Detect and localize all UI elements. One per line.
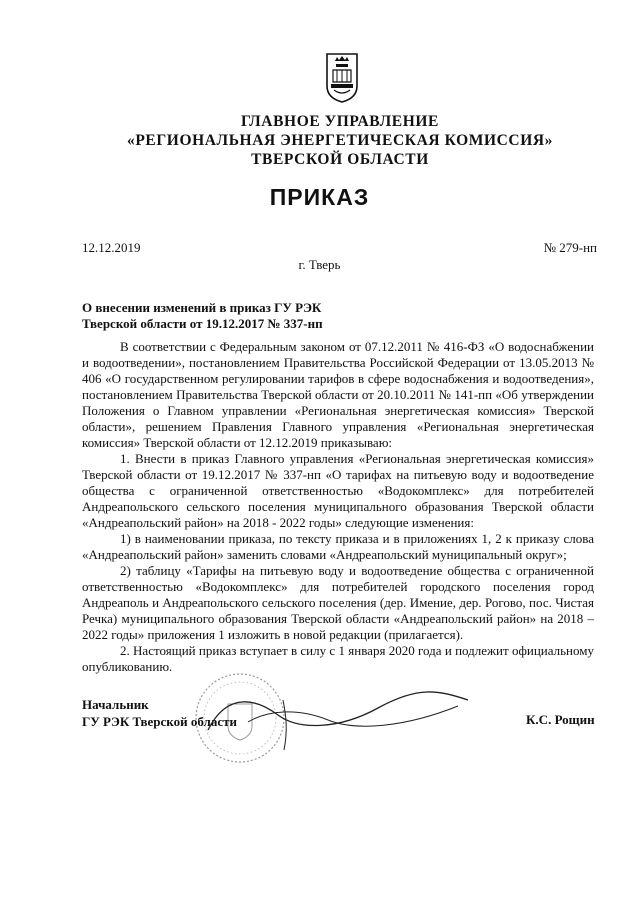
agency-name-line1: ГЛАВНОЕ УПРАВЛЕНИЕ [241, 113, 439, 130]
body-paragraph-item-1: 1. Внести в приказ Главного управления «Региональная энергетическая комиссия» Тверской области от 19.12.2017 № 337-нп «О тарифах на питьевую воду и водоотведение общества с ограниченной ответственностью «Водокомплекс» для потребителей Андреапольского сельского поселения муниципального образования Тверской области «Андреапольский район» на 2018 - 2022 годы» следующие изменения: [82, 451, 594, 530]
subject-line2: Тверской области от 19.12.2017 № 337-нп [82, 316, 323, 331]
order-subject [82, 300, 323, 332]
order-body [82, 339, 594, 675]
signatory-position-line2: ГУ РЭК Тверской области [82, 714, 237, 729]
body-paragraph-preamble: В соответствии с Федеральным законом от 07.12.2011 № 416-ФЗ «О водоснабжении и водоотведении», постановлением Правительства Российской Федерации от 13.05.2013 № 406 «О государственном регулировании тарифов в сфере водоснабжения и водоотведения», постановлением Правительства Тверской области от 20.10.2011 № 141-пп «Об утверждении Положения о Главном управлении «Региональная энергетическая комиссия» Тверской области», решением Правления Главного управления «Региональная энергетическая комиссия» Тверской области от 12.12.2019 приказываю: [82, 339, 594, 450]
order-date: 12.12.2019 [82, 240, 141, 255]
handwritten-signature-icon [208, 692, 468, 750]
body-paragraph-item-2: 2. Настоящий приказ вступает в силу с 1 января 2020 года и подлежит официальному опубликованию. [82, 643, 594, 674]
agency-name-line3: ТВЕРСКОЙ ОБЛАСТИ [251, 151, 429, 168]
agency-name-line2: «РЕГИОНАЛЬНАЯ ЭНЕРГЕТИЧЕСКАЯ КОМИССИЯ» [126, 132, 554, 149]
order-city: г. Тверь [298, 257, 341, 272]
signatory-position-line1: Начальник [82, 697, 149, 712]
document-title: ПРИКАЗ [269, 184, 370, 210]
tver-coat-of-arms-icon [325, 52, 359, 104]
body-paragraph-subitem-2: 2) таблицу «Тарифы на питьевую воду и водоотведение общества с ограниченной ответственностью «Водокомплекс» для потребителей городского поселения город Андреаполь и Андреапольского сельского поселения (дер. Имение, дер. Рогово, пос. Чистая Речка) муниципального образования Тверской области «Андреапольский район» на 2018 – 2022 годы» приложения 1 изложить в новой редакции (прилагается). [82, 563, 594, 642]
signatory-position [82, 696, 237, 730]
signatory-name: К.С. Рощин [526, 712, 595, 727]
body-paragraph-subitem-1: 1) в наименовании приказа, по тексту приказа и в приложениях 1, 2 к приказу слова «Андреапольский район» заменить словами «Андреапольский муниципальный округ»; [82, 531, 594, 562]
order-number: № 279-нп [543, 240, 597, 255]
subject-line1: О внесении изменений в приказ ГУ РЭК [82, 300, 322, 315]
